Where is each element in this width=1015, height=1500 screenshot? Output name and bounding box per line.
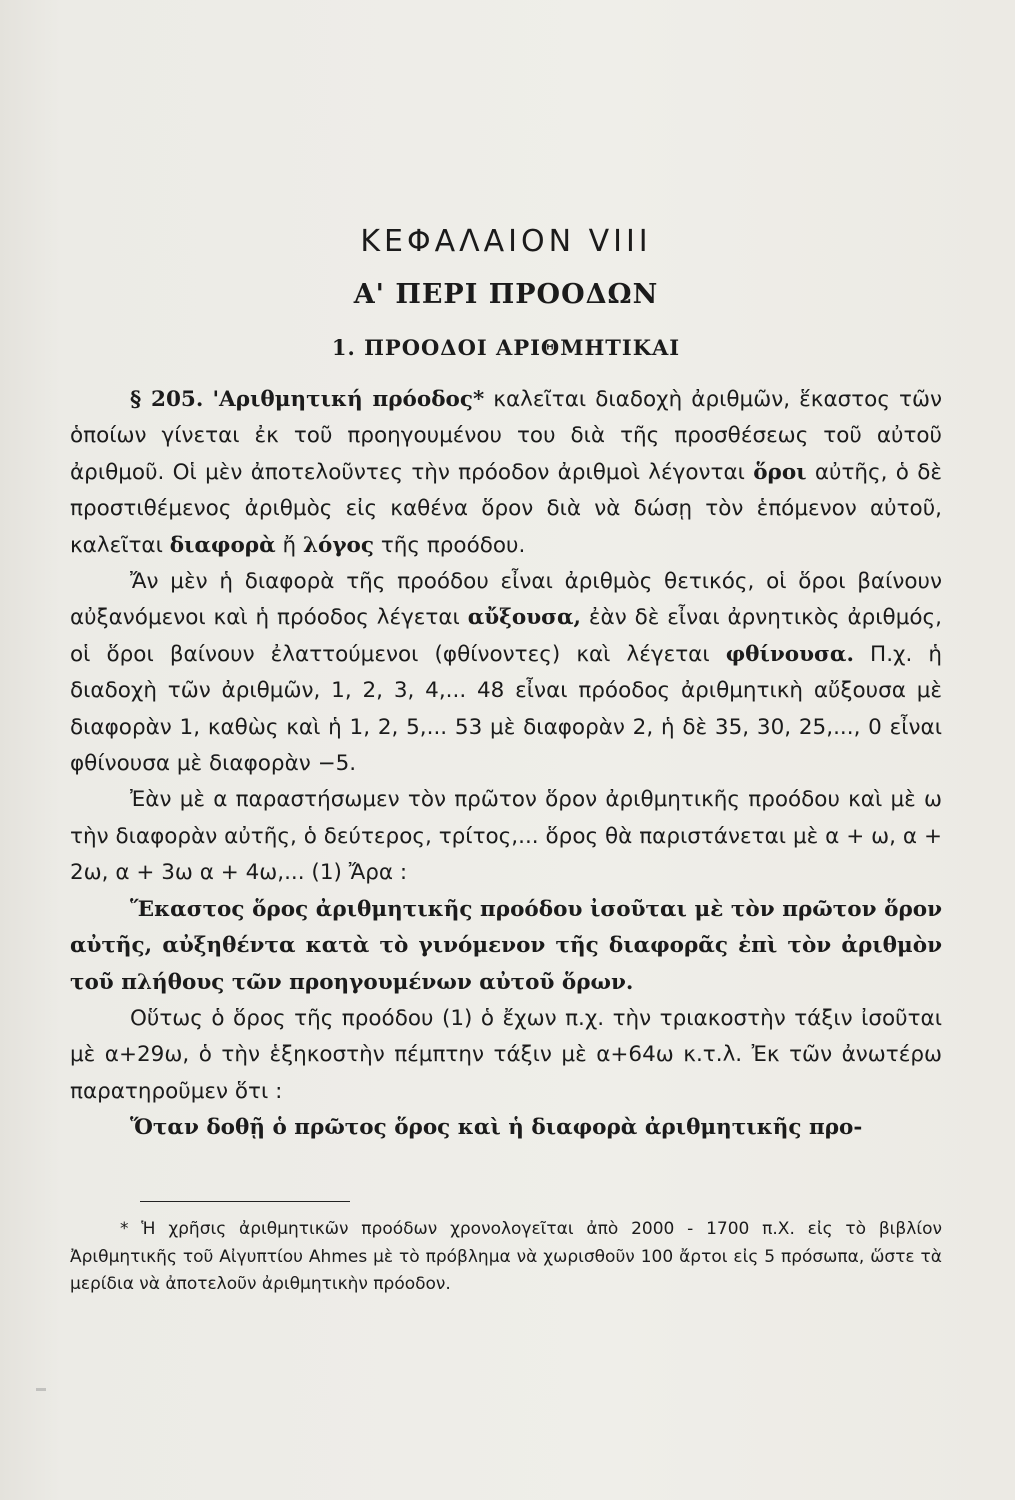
rule-general-term: Ἕκαστος ὅρος ἀριθμητικῆς προόδου ἰσοῦται μὲ τὸν πρῶτον ὅρον αὐτῆς, αὐξηθέντα κατὰ τὸ γινόμενον τῆς διαφορᾶς ἐπὶ τὸν ἀριθμὸν τοῦ πλήθους τῶν προηγουμένων αὐτοῦ ὅρων. [70,896,942,995]
rule-continued: Ὅταν δοθῇ ὁ πρῶτος ὅρος καὶ ἡ διαφορὰ ἀριθμητικῆς προ- [130,1115,863,1141]
part-title: Α' ΠΕΡΙ ΠΡΟΟΔΩΝ [353,279,659,310]
term-arithmetic-progression: 'Αριθμητική πρόοδος* [212,387,485,412]
paragraph-notation: Ἐὰν μὲ α παραστήσωμεν τὸν πρῶτον ὅρον ἀριθμητικῆς προόδου καὶ μὲ ω τὴν διαφορὰν αὐτῆς, ὁ δεύτερος, τρίτος,... ὅρος θὰ παριστάνεται μὲ α + ω, α + 2ω, α + 3ω α + 4ω,... (1) Ἄρα : [70,787,942,886]
section-title: 1. ΠΡΟΟΔΟΙ ΑΡΙΘΜΗΤΙΚΑΙ [331,335,681,360]
term-terms: ὅροι [753,459,807,485]
chapter-title: ΚΕΦΑΛΑΙΟΝ VIII [360,224,652,259]
term-increasing: αὔξουσα, [467,605,582,631]
paragraph-text: ἤ [275,532,303,558]
text-column [70,210,942,1299]
term-decreasing: φθίνουσα. [725,641,854,667]
paragraph-text: αὐτῆς, ὁ δὲ προστιθέμενος ἀριθμὸς εἰς καθένα ὅρον διὰ νὰ δώσῃ τὸν ἑπόμενον αὐτοῦ, καλεῖται [70,459,942,558]
section-marker: § 205. [130,387,204,412]
paragraph-text: τῆς προόδου. [373,532,526,558]
page-speck [36,1388,46,1391]
paragraph-text: ἐὰν δὲ εἶναι ἀρνητικὸς ἀριθμός, οἱ ὅροι βαίνουν ἐλαττούμενοι (φθίνοντες) καὶ λέγεται [70,605,942,667]
footnote-divider [140,1201,350,1203]
term-difference: διαφορὰ [169,532,276,558]
paragraph-examples [70,564,942,782]
paragraph-application: Οὕτως ὁ ὅρος τῆς προόδου (1) ὁ ἔχων π.χ. τὴν τριακοστὴν τάξιν ἰσοῦται μὲ α+29ω, ὁ τὴν ἑξηκοστὴν πέμπτην τάξιν μὲ α+64ω κ.τ.λ. Ἐκ τῶν ἀνωτέρω παρατηροῦμεν ὅτι : [70,1005,942,1104]
paragraph-text: Π.χ. ἡ διαδοχὴ τῶν ἀριθμῶν, 1, 2, 3, 4,... 48 εἶναι πρόοδος ἀριθμητικὴ αὔξουσα μὲ διαφορὰν 1, καθὼς καὶ ἡ 1, 2, 5,... 53 μὲ διαφορὰν 2, ἡ δὲ 35, 30, 25,..., 0 εἶναι φθίνουσα μὲ διαφορὰν −5. [70,641,942,777]
paragraph-text: Ἄν μὲν ἡ διαφορὰ τῆς προόδου εἶναι ἀριθμὸς θετικός, οἱ ὅροι βαίνουν αὐξανόμενοι καὶ ἡ πρόοδος λέγεται [70,569,942,631]
footnote: * Ἡ χρῆσις ἀριθμητικῶν προόδων χρονολογεῖται ἀπὸ 2000 - 1700 π.Χ. εἰς τὸ βιβλίον Ἀριθμητικῆς τοῦ Αἰγυπτίου Ahmes μὲ τὸ πρόβλημα νὰ χωρισθοῦν 100 ἄρτοι εἰς 5 πρόσωπα, ὥστε τὰ μερίδια νὰ ἀποτελοῦν ἀριθμητικὴν πρόοδον. [70,1219,942,1295]
term-ratio: λόγος [302,532,374,558]
paragraph-text: καλεῖται διαδοχὴ ἀριθμῶν, ἕκαστος τῶν ὁποίων γίνεται ἐκ τοῦ προηγουμένου του διὰ τῆς προσθέσεως τοῦ αὐτοῦ ἀριθμοῦ. Οἱ μὲν ἀποτελοῦντες τὴν πρόοδον ἀριθμοὶ λέγονται [70,387,943,485]
paragraph-definition [70,382,942,564]
